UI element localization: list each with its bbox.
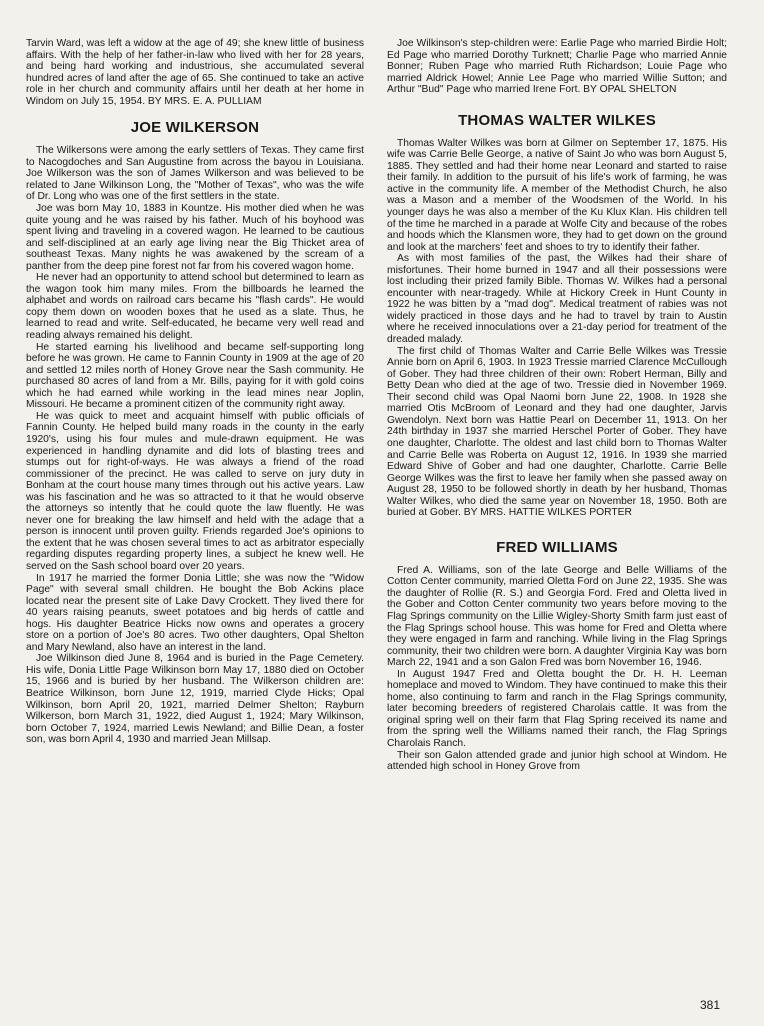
carryover-paragraph: Tarvin Ward, was left a widow at the age of 49; she knew little of business affairs. With the help of her father-in-law who lived with her for 28 years, and being hard working and industrious, she accumulated several hundred acres of land after the age of 65. She continued to take an active role in her church and community affairs until her death at her home in Windom on July 15, 1954. BY MRS. E. A. PULLIAM [26,38,364,107]
paragraph: The Wilkersons were among the early settlers of Texas. They came first to Nacogdoches and San Augustine from across the bayou in Louisiana. Joe Wilkerson was the son of James Wilkerson and was believed to be related to Jane Wilkinson Long, the "Mother of Texas", who was the wife of Dr. Long who was one of the first settlers in the state. [26,145,364,203]
section-heading-joe-wilkerson: JOE WILKERSON [130,119,260,137]
paragraph: As with most families of the past, the Wilkes had their share of misfortunes. Their home burned in 1947 and all their possessions were lost including their prized family Bible. Thomas W. Wilkes had a personal encounter with near-tragedy. While at Hickory Creek in Hunt County in 1922 he was bitten by a "mad dog". Medical treatment of rabies was not widely practiced in those days and he had to travel by train to Austin where he received innoculations over a 21-day period for treatment of the dreaded malady. [387,253,727,346]
paragraph: In August 1947 Fred and Oletta bought the Dr. H. H. Leeman homeplace and moved to Windom. They have continued to make this their home, also continuing to farm and ranch in the Flag Springs community, later becoming breeders of registered Charolais cattle. It was from the original spring well on their farm that Flag Spring received its name and from the spring well the Williams named their ranch, the Flag Springs Charolais Ranch. [387,668,727,749]
section-heading-fred-williams: FRED WILLIAMS [496,538,618,556]
page-number: 381 [699,998,720,1012]
paragraph: He never had an opportunity to attend school but determined to learn as the wagon took him many miles. From the billboards he learned the alphabet and words on railroad cars became his "flash cards". He would copy them down on wooden boxes that he used as a slate. Thus, he learned to read and write. Self-educated, he became very well read and reading always remained his delight. [26,272,364,342]
paragraph: Fred A. Williams, son of the late George and Belle Williams of the Cotton Center community, married Oletta Ford on June 22, 1935. She was the daughter of Rollie (R. S.) and Georgia Ford. Fred and Oletta lived in the Gober and Cotton Center community two years before moving to the Flag Springs community on the Lillie Wigley-Shorty Smith farm just east of the Flag Springs school house. This was home for Fred and Oletta where they were engaged in farm and ranching. While living in the Flag Springs community, their two children were born. A daughter Virginia Kay was born March 22, 1941 and a son Galon Fred was born November 16, 1946. [387,564,727,669]
paragraph: He was quick to meet and acquaint himself with public officials of Fannin County. He helped build many roads in the county in the early 1920's, using his four mules and mule-drawn equipment. He was experienced in handling dynamite and did lots of blasting trees and stumps out for right-of-ways. He was always a friend of the road commissioner of the precinct. He was called to serve on jury duty in Bonham at the court house many times through out his active years. Law was his fascination and he was so attracted to it that he would observe the attorneys so intently that he could quote the law fluently. He was never one for breaking the law himself and held with the adage that a person is innocent until proven guilty. Friends regarded Joe's opinions to the extent that he was chosen several times to act as arbitrator especially regarding disputes regarding property lines, a subject he knew well. He served on the Sash school board over 20 years. [26,410,364,572]
paragraph: Thomas Walter Wilkes was born at Gilmer on September 17, 1875. His wife was Carrie Belle George, a native of Saint Jo who was born August 5, 1885. They settled and had their home near Leonard and started to raise their family. In addition to the pursuit of his life's work of farming, he was active in the community life. A member of the Methodist Church, he also was a Mason and a member of the Woodsmen of the World. In his younger days he was also a member of the Ku Klux Klan. His children tell of the time he marched in a parade at Wolfe City and because of the robes and hoods which the Klansmen wore, they had to get down on the ground and look at the marchers' feet and shoes to try to identify their father. [387,137,727,253]
paragraph: In 1917 he married the former Donia Little; she was now the "Widow Page" with several small children. He bought the Bob Ackins place located near the present site of Lake Davy Crockett. They lived there for 40 years raising peanuts, sweet potatoes and big herds of cattle and hogs. His daughter Beatrice Hicks now owns and operates a grocery store on a portion of Joe's 80 acres. Two other daughters, Opal Shelton and Mary Newland, also have an interest in the land. [26,572,364,653]
paragraph: He started earning his livelihood and became self-supporting long before he was grown. He came to Fannin County in 1909 at the age of 20 and settled 12 miles north of Honey Grove near the Sash community. He purchased 80 acres of land from a Mr. Bills, paying for it with gold coins which he had earned while working in the lead mines near Joplin, Missouri. He became a prominent citizen of the community right away. [26,341,364,411]
paragraph: Joe Wilkinson died June 8, 1964 and is buried in the Page Cemetery. His wife, Donia Little Page Wilkinson born May 17, 1880 died on October 15, 1966 and is buried by her husband. The Wilkerson children are: Beatrice Wilkinson, born June 12, 1919, married Clyde Hicks; Opal Wilkinson, born April 20, 1921, married Delmer Shelton; Rayburn Wilkerson, born March 31, 1922, died August 1, 1924; Mary Wilkinson, born October 7, 1924, married Lewis Newland; and Billie Dean, a foster son, was born April 4, 1930 and married Jean Millsap. [26,653,364,746]
carryover-paragraph: Joe Wilkinson's step-children were: Earlie Page who married Birdie Holt; Ed Page who married Dorothy Turknett; Charlie Page who married Annie Bonner; Ruben Page who married Ruth Richardson; Louie Page who married Aldrick Howel; Annie Lee Page who married Willie Sutton; and Arthur "Bud" Page who married Irene Fort. BY OPAL SHELTON [387,38,727,96]
right-column [387,38,727,773]
paragraph: Their son Galon attended grade and junior high school at Windom. He attended high school in Honey Grove from [387,749,727,773]
paragraph: Joe was born May 10, 1883 in Kountze. His mother died when he was quite young and he was raised by his father. Much of his boyhood was spent living and traveling in a covered wagon. He learned to be cautious and self-disciplined at an early age living near the Big Thicket area of southeast Texas. Many nights he was awakened by the scream of a panther from the deep pine forest not far from his covered wagon home. [26,203,364,272]
left-column [26,38,364,746]
paragraph: The first child of Thomas Walter and Carrie Belle Wilkes was Tressie Annie born on April 6, 1903. In 1923 Tressie married Clarence McCullough of Gober. They had three children of their own: Robert Herman, Billy and Betty Dean who died at the age of two. Tressie died in November 1969. Their second child was Opal Naomi born June 22, 1908. In 1928 she married Otis McBroom of Leonard and they had one daughter, Jarvis Gwendolyn. Next born was Hattie Pearl on December 11, 1913. On her 24th birthday in 1937 she married Herschel Porter of Gober. They have one daughter, Charlotte. The oldest and last child born to Thomas Walter and Carrie Belle was Roberta on August 12, 1916. In 1939 she married Edward Shive of Gober and had one daughter, Charlotte. Carrie Belle George Wilkes was the first to leave her family when she passed away on August 28, 1950 to be followed shortly in death by her husband, Thomas Walter Wilkes, who died the same year on November 18, 1950. Both are buried at Gober. BY MRS. HATTIE WILKES PORTER [387,345,727,519]
section-heading-thomas-walter-wilkes: THOMAS WALTER WILKES [458,111,656,129]
